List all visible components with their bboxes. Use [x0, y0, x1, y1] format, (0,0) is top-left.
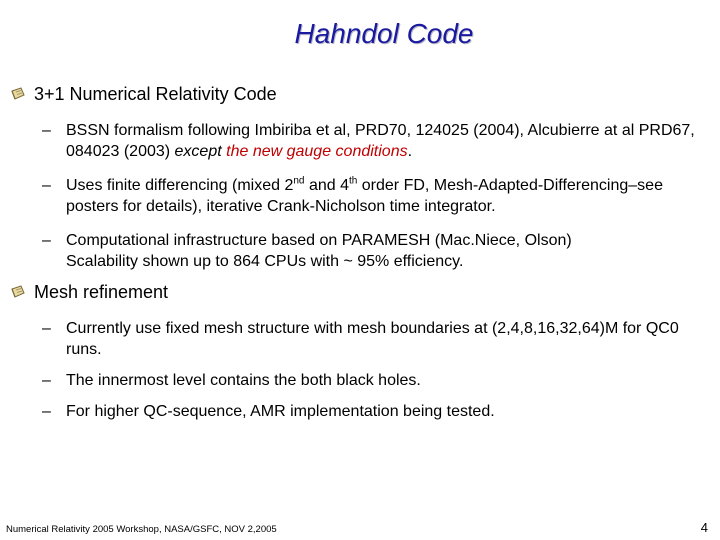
- bullet-label: 3+1 Numerical Relativity Code: [34, 84, 277, 104]
- sub-bullet-text: The innermost level contains the both black holes.: [66, 372, 421, 389]
- sub-bullet-finite-differencing: [42, 175, 702, 217]
- sub-bullet-text: [66, 175, 702, 217]
- sub-bullet-text: For higher QC-sequence, AMR implementation being tested.: [66, 403, 495, 420]
- fd-text-b: and 4: [304, 177, 349, 194]
- paramesh-line: Computational infrastructure based on PARAMESH (Mac.Niece, Olson): [66, 232, 572, 249]
- sub-bullet-text: [66, 230, 572, 272]
- scroll-bullet-icon: [10, 285, 26, 299]
- dash-marker: –: [42, 122, 51, 139]
- sub-bullet-innermost-level: [42, 370, 702, 391]
- footer-text: Numerical Relativity 2005 Workshop, NASA/GSFC, NOV 2,2005: [6, 524, 277, 535]
- superscript-th: th: [348, 175, 358, 187]
- dash-marker: –: [42, 372, 51, 389]
- period-text: .: [407, 143, 413, 160]
- fd-text-c: order FD, Mesh-Adapted-Differencing–see posters for details), iterative Crank-Nicholson time integrator.: [66, 177, 663, 215]
- sub-bullet-text: Currently use fixed mesh structure with mesh boundaries at (2,4,8,16,32,64)M for QC0 runs.: [66, 320, 679, 358]
- dash-marker: –: [42, 232, 51, 249]
- dash-marker: –: [42, 320, 51, 337]
- sub-bullet-text: [66, 120, 702, 162]
- sub-bullet-fixed-mesh: [42, 318, 702, 360]
- bullet-mesh-refinement: [10, 282, 168, 302]
- sub-bullet-amr: [42, 401, 702, 422]
- except-text: except: [174, 143, 227, 160]
- superscript-nd: nd: [293, 175, 305, 187]
- gauge-conditions-highlight: the new gauge conditions: [226, 143, 408, 160]
- bssn-text: BSSN formalism following Imbiriba et al, PRD70, 124025 (2004), Alcubierre at al PRD67, 084023 (2003): [66, 122, 695, 160]
- scroll-bullet-icon: [10, 87, 26, 101]
- bullet-label: Mesh refinement: [34, 282, 169, 302]
- fd-text-a: Uses finite differencing (mixed 2: [66, 177, 294, 194]
- scalability-line: Scalability shown up to 864 CPUs with ~ 95% efficiency.: [66, 253, 464, 270]
- dash-marker: –: [42, 177, 51, 194]
- dash-marker: –: [42, 403, 51, 420]
- sub-bullet-paramesh: [42, 230, 702, 272]
- bullet-numerical-relativity: [10, 84, 277, 104]
- slide-title: Hahndol Code: [294, 18, 474, 49]
- sub-bullet-bssn: [42, 120, 702, 162]
- page-number: 4: [700, 520, 708, 535]
